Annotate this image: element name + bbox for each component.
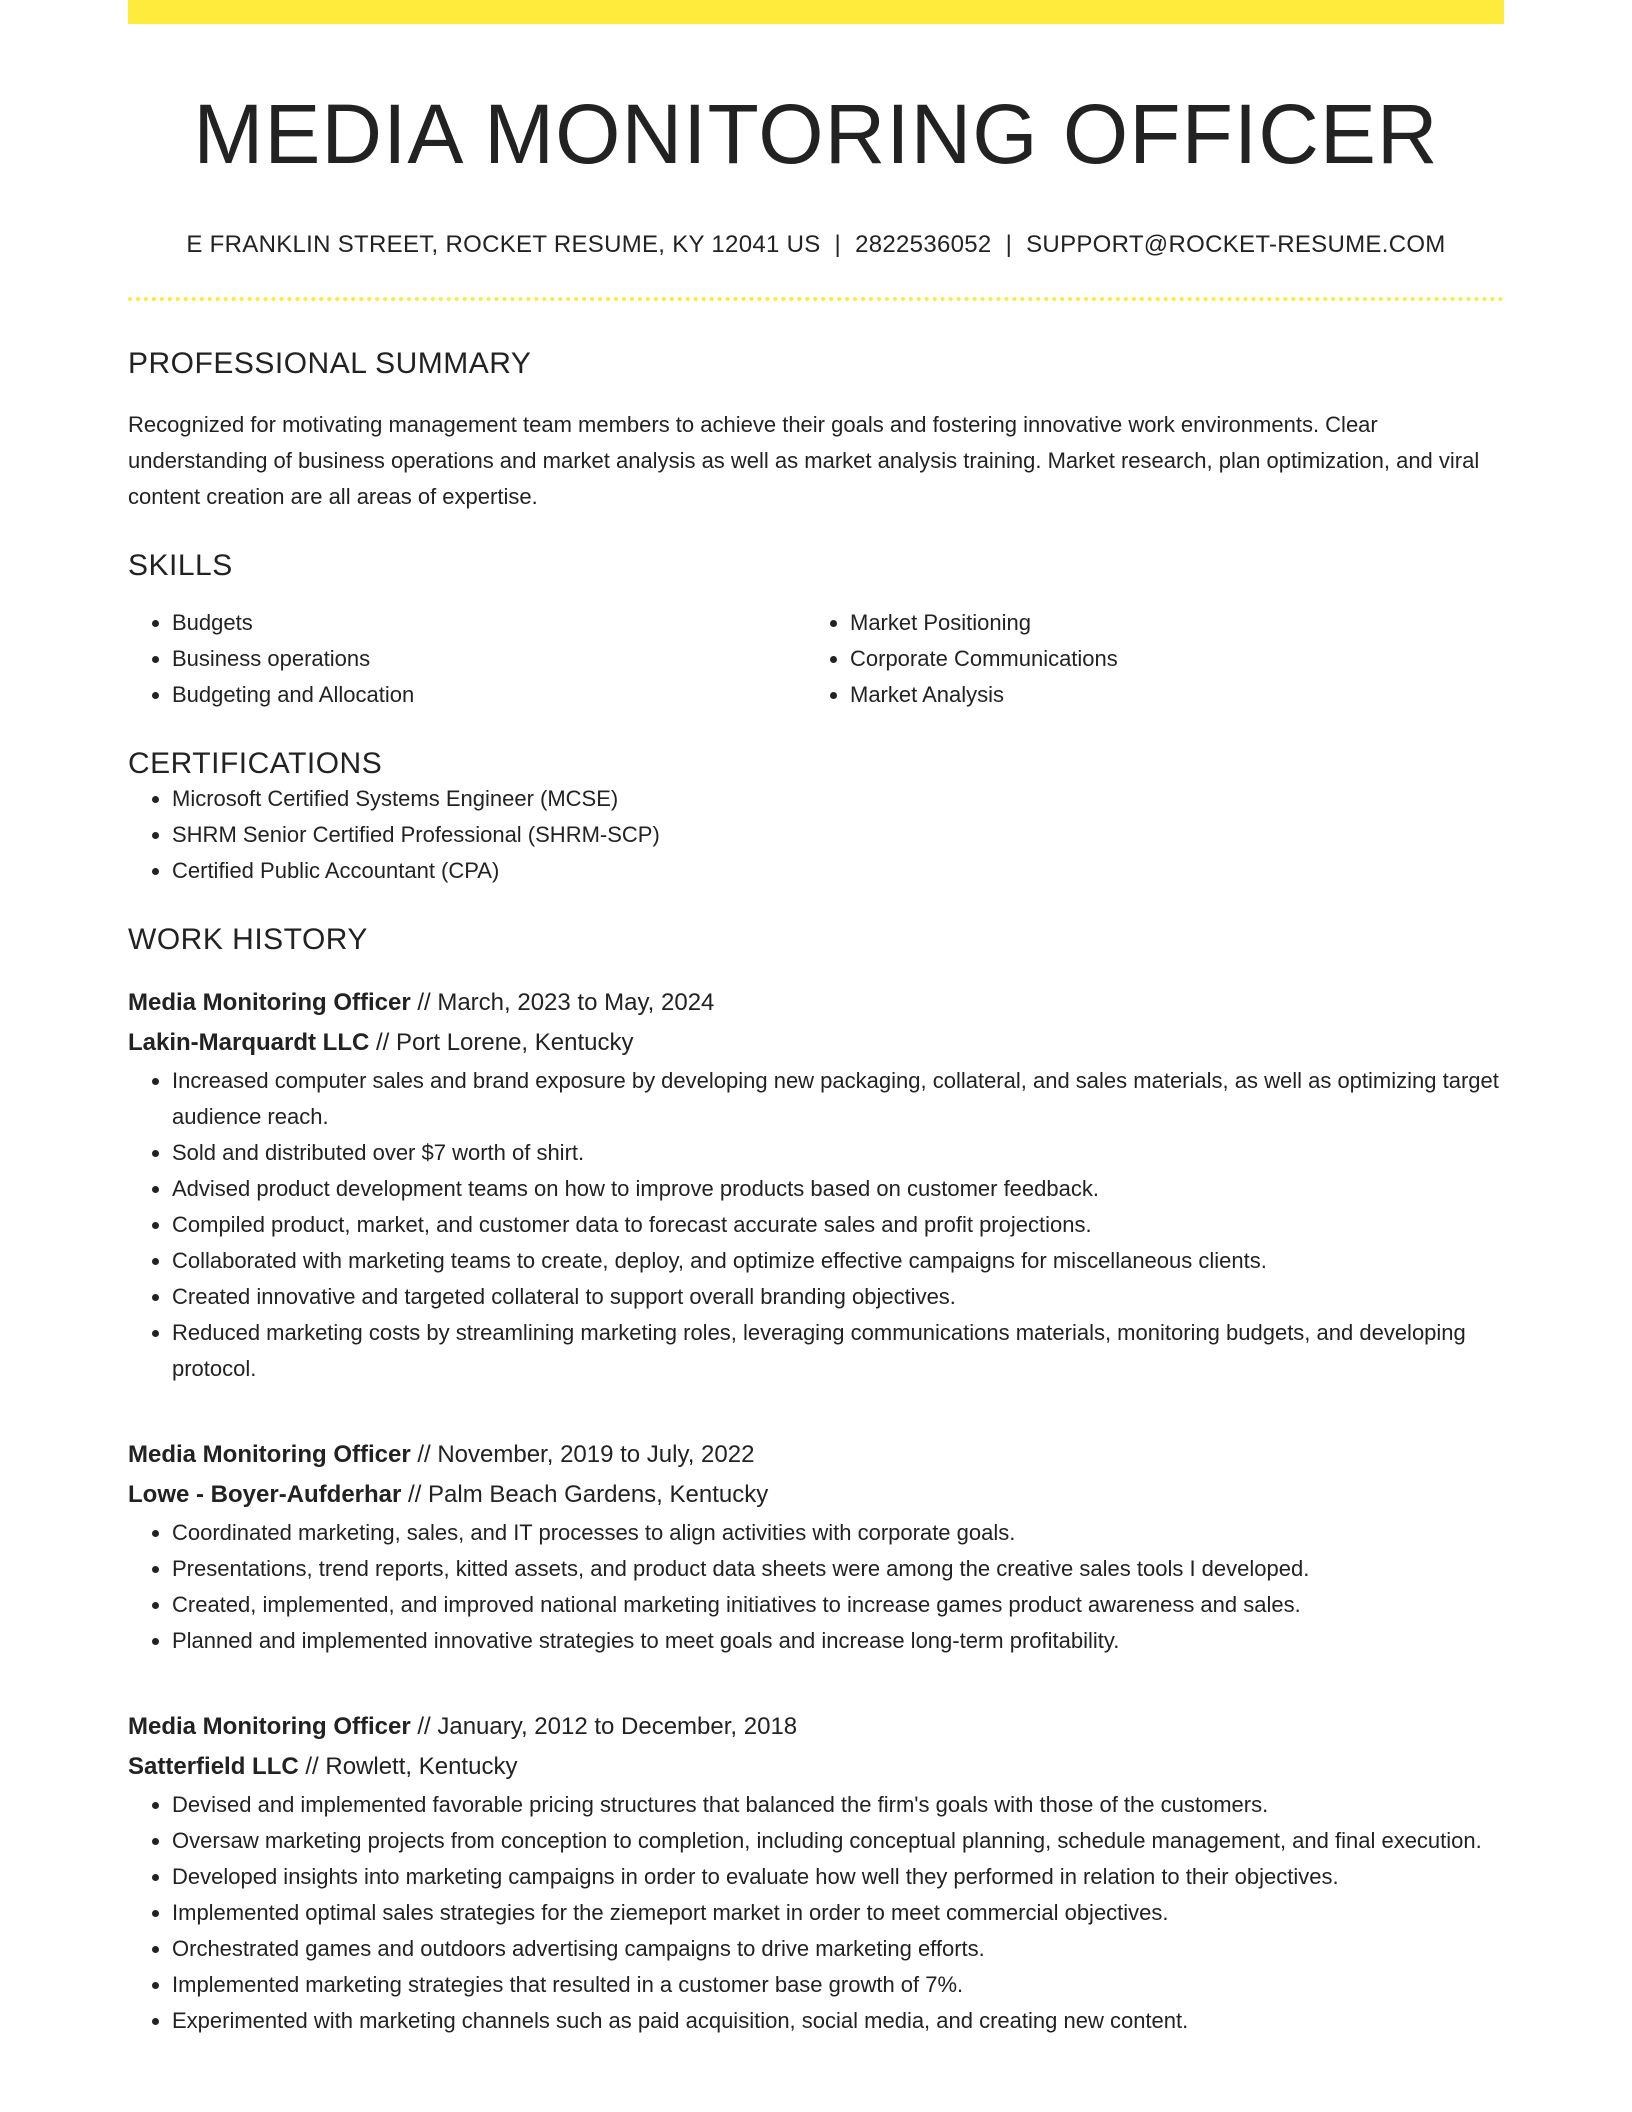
job-company-line	[128, 1023, 1504, 1063]
job-role: Media Monitoring Officer	[128, 1440, 411, 1468]
contact-phone: 2822536052	[855, 230, 992, 258]
contact-line	[128, 231, 1504, 259]
job-bullet: • Advised product development teams on how to improve products based on customer feedback.	[172, 1171, 1504, 1207]
job-company-line	[128, 1747, 1504, 1787]
skill-item: • Corporate Communications	[850, 641, 1484, 677]
job-bullet: • Collaborated with marketing teams to create, deploy, and optimize effective campaigns for miscellaneous clients.	[172, 1243, 1504, 1279]
certifications-heading: CERTIFICATIONS	[128, 746, 383, 780]
skill-item: • Business operations	[172, 641, 806, 677]
job-company-line	[128, 1475, 1504, 1515]
skills-column-right	[806, 605, 1484, 713]
skills-list-left	[128, 605, 806, 713]
skill-item: • Market Analysis	[850, 677, 1484, 713]
contact-address: E FRANKLIN STREET, ROCKET RESUME, KY 12041 US	[186, 230, 821, 258]
job-bullet: • Orchestrated games and outdoors advertising campaigns to drive marketing efforts.	[172, 1931, 1504, 1967]
job-role: Media Monitoring Officer	[128, 1712, 411, 1740]
job-role: Media Monitoring Officer	[128, 988, 411, 1016]
accent-top-bar	[128, 0, 1504, 24]
skills-heading: SKILLS	[128, 548, 233, 582]
resume-page	[128, 0, 1504, 2039]
certification-item: • Certified Public Accountant (CPA)	[172, 853, 1504, 889]
skill-item: • Market Positioning	[850, 605, 1484, 641]
certification-item: • SHRM Senior Certified Professional (SHRM-SCP)	[172, 817, 1504, 853]
job-bullet: • Compiled product, market, and customer data to forecast accurate sales and profit projections.	[172, 1207, 1504, 1243]
job-bullet: • Implemented optimal sales strategies for the ziemeport market in order to meet commercial objectives.	[172, 1895, 1504, 1931]
job-bullet: • Implemented marketing strategies that resulted in a customer base growth of 7%.	[172, 1967, 1504, 2003]
job-company: Lowe - Boyer-Aufderhar	[128, 1480, 402, 1508]
job-bullet: • Experimented with marketing channels such as paid acquisition, social media, and creating new content.	[172, 2003, 1504, 2039]
work-history-heading: WORK HISTORY	[128, 922, 368, 956]
job-bullet: • Created, implemented, and improved national marketing initiatives to increase games product awareness and sales.	[172, 1587, 1504, 1623]
job-bullet-list	[128, 1063, 1504, 1387]
summary-heading: PROFESSIONAL SUMMARY	[128, 346, 532, 380]
summary-text: Recognized for motivating management team members to achieve their goals and fostering innovative work environments. Clear understanding of business operations and market analysis as well as market analysis training. Market research, plan optimization, and viral content creation are all areas of expertise.	[128, 411, 1480, 509]
contact-email: SUPPORT@ROCKET-RESUME.COM	[1026, 230, 1446, 258]
job-bullet: • Created innovative and targeted collateral to support overall branding objectives.	[172, 1279, 1504, 1315]
job-bullet: • Planned and implemented innovative strategies to meet goals and increase long-term profitability.	[172, 1623, 1504, 1659]
certifications-list	[128, 781, 1504, 889]
job-location: // Palm Beach Gardens, Kentucky	[401, 1480, 769, 1508]
job-bullet: • Presentations, trend reports, kitted assets, and product data sheets were among the creative sales tools I developed.	[172, 1551, 1504, 1587]
job-location: // Rowlett, Kentucky	[298, 1752, 518, 1780]
job-bullet: • Developed insights into marketing campaigns in order to evaluate how well they performed in relation to their objectives.	[172, 1859, 1504, 1895]
job-entry	[128, 1707, 1504, 2039]
job-dates: // March, 2023 to May, 2024	[410, 988, 715, 1016]
job-title-line	[128, 1435, 1504, 1475]
job-title-line	[128, 1707, 1504, 1747]
job-entry	[128, 983, 1504, 1387]
job-dates: // November, 2019 to July, 2022	[410, 1440, 755, 1468]
certification-item: • Microsoft Certified Systems Engineer (MCSE)	[172, 781, 1504, 817]
resume-name: MEDIA MONITORING OFFICER	[193, 87, 1439, 181]
job-entry	[128, 1435, 1504, 1659]
contact-separator: |	[1005, 230, 1013, 258]
job-bullet: • Reduced marketing costs by streamlining marketing roles, leveraging communications materials, monitoring budgets, and developing protocol.	[172, 1315, 1504, 1387]
job-bullet: • Sold and distributed over $7 worth of shirt.	[172, 1135, 1504, 1171]
skill-item: • Budgets	[172, 605, 806, 641]
skills-list-right	[806, 605, 1484, 713]
job-company: Lakin-Marquardt LLC	[128, 1028, 370, 1056]
dotted-divider	[128, 297, 1504, 301]
skills-column-left	[128, 605, 806, 713]
job-company: Satterfield LLC	[128, 1752, 299, 1780]
job-bullet-list	[128, 1787, 1504, 2039]
contact-separator: |	[834, 230, 842, 258]
skill-item: • Budgeting and Allocation	[172, 677, 806, 713]
job-bullet: • Increased computer sales and brand exposure by developing new packaging, collateral, and sales materials, as well as optimizing target audience reach.	[172, 1063, 1504, 1135]
job-bullet: • Oversaw marketing projects from conception to completion, including conceptual planning, schedule management, and final execution.	[172, 1823, 1504, 1859]
job-bullet: • Devised and implemented favorable pricing structures that balanced the firm's goals with those of the customers.	[172, 1787, 1504, 1823]
job-dates: // January, 2012 to December, 2018	[410, 1712, 798, 1740]
job-location: // Port Lorene, Kentucky	[369, 1028, 634, 1056]
job-title-line	[128, 983, 1504, 1023]
job-bullet-list	[128, 1515, 1504, 1659]
skills-grid	[128, 605, 1504, 713]
job-bullet: • Coordinated marketing, sales, and IT processes to align activities with corporate goals.	[172, 1515, 1504, 1551]
